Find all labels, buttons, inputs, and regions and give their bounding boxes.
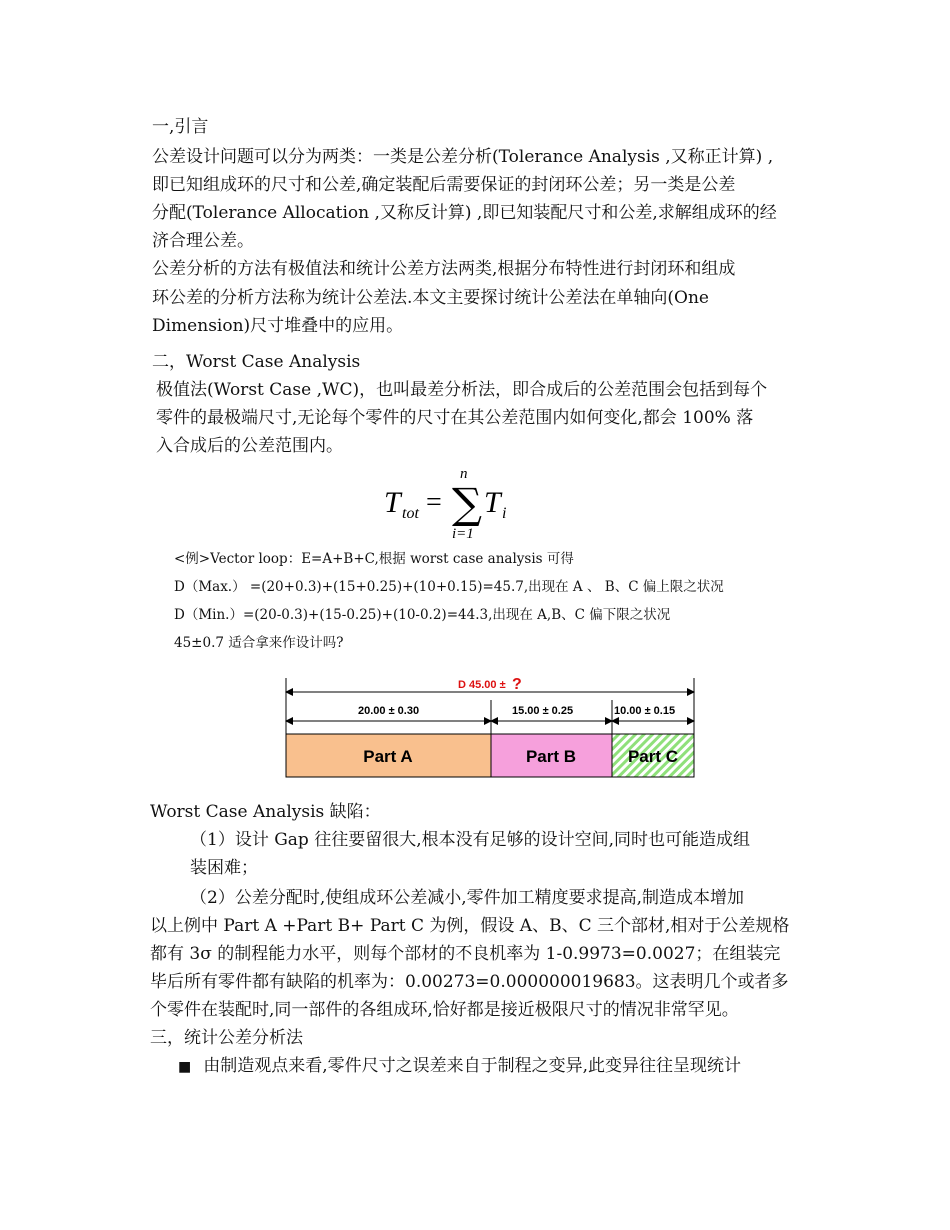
defect-item-line: 装困难；: [190, 858, 258, 878]
paragraph-line: Dimension)尺寸堆叠中的应用。: [152, 316, 404, 336]
question-mark: ?: [512, 676, 522, 693]
paragraph-line: 极值法(Worst Case ,WC)，也叫最差分析法，即合成后的公差范围会包括到每个: [156, 380, 768, 400]
example-line: <例>Vector loop：E=A+B+C,根据 worst case analysis 可得: [174, 551, 574, 567]
section-heading-worst-case: 二，Worst Case Analysis: [152, 352, 361, 372]
paragraph-line: 济合理公差。: [152, 231, 254, 251]
paragraph-line: 公差设计问题可以分为两类：一类是公差分析(Tolerance Analysis ,又称正计算) ,: [152, 147, 774, 167]
part-b-label: Part B: [525, 747, 577, 766]
paragraph-line: 分配(Tolerance Allocation ,又称反计算) ,即已知装配尺寸和公差,求解组成环的经: [152, 203, 777, 223]
dimension-label-c: 10.00 ± 0.15: [614, 705, 676, 717]
defect-item-line: 个零件在装配时,同一部件的各组成环,恰好都是接近极限尺寸的情况非常罕见。: [150, 1000, 739, 1020]
bullet-square-icon: ■: [178, 1059, 192, 1075]
part-a-label: Part A: [363, 747, 413, 766]
tolerance-stack-diagram: [280, 672, 700, 784]
section-heading-intro: 一,引言: [152, 117, 209, 137]
part-c-label: Part C: [627, 747, 679, 766]
example-line: D（Min.）=(20-0.3)+(15-0.25)+(10-0.2)=44.3,出现在 A,B、C 偏下限之状况: [174, 607, 671, 623]
tolerance-sum-formula: [380, 466, 520, 542]
example-line: D（Max.） =(20+0.3)+(15+0.25)+(10+0.15)=45.7,出现在 A 、 B、C 偏上限之状况: [174, 579, 724, 595]
bullet-item: [178, 1056, 741, 1077]
formula-T: T: [384, 486, 401, 519]
defect-item-line: 毕后所有零件都有缺陷的机率为：0.00273=0.000000019683。这表明几个或者多: [150, 972, 789, 992]
formula-upper-limit: n: [460, 466, 468, 482]
paragraph-line: 即已知组成环的尺寸和公差,确定装配后需要保证的封闭环公差；另一类是公差: [152, 175, 736, 195]
section-heading-statistical: 三，统计公差分析法: [150, 1028, 303, 1048]
formula-Ti: T: [484, 486, 501, 519]
paragraph-line: 环公差的分析方法称为统计公差法.本文主要探讨统计公差法在单轴向(One: [152, 288, 709, 308]
total-dimension-label: D 45.00 ±: [458, 679, 506, 691]
formula-tot: tot: [402, 505, 419, 522]
formula-i: i: [502, 505, 507, 522]
defect-item-line: （1）设计 Gap 往往要留很大,根本没有足够的设计空间,同时也可能造成组: [190, 830, 751, 850]
sigma-symbol: ∑: [452, 479, 482, 528]
formula-lower-limit: i=1: [452, 526, 474, 542]
defects-heading: Worst Case Analysis 缺陷：: [150, 802, 381, 822]
formula-equals: =: [426, 487, 442, 518]
dimension-label-b: 15.00 ± 0.25: [512, 705, 574, 717]
example-line: 45±0.7 适合拿来作设计吗?: [174, 635, 344, 651]
defect-item-line: 以上例中 Part A +Part B+ Part C 为例，假设 A、B、C 三个部材,相对于公差规格: [150, 916, 790, 936]
dimension-label-a: 20.00 ± 0.30: [358, 705, 420, 717]
defect-item-line: （2）公差分配时,使组成环公差减小,零件加工精度要求提高,制造成本增加: [190, 888, 745, 908]
paragraph-line: 零件的最极端尺寸,无论每个零件的尺寸在其公差范围内如何变化,都会 100% 落: [156, 408, 754, 428]
defect-item-line: 都有 3σ 的制程能力水平，则每个部材的不良机率为 1-0.9973=0.0027；在组装完: [150, 944, 781, 964]
bullet-text: 由制造观点来看,零件尺寸之误差来自于制程之变异,此变异往往呈现统计: [203, 1056, 742, 1076]
paragraph-line: 公差分析的方法有极值法和统计公差方法两类,根据分布特性进行封闭环和组成: [152, 259, 736, 279]
paragraph-line: 入合成后的公差范围内。: [156, 436, 343, 456]
